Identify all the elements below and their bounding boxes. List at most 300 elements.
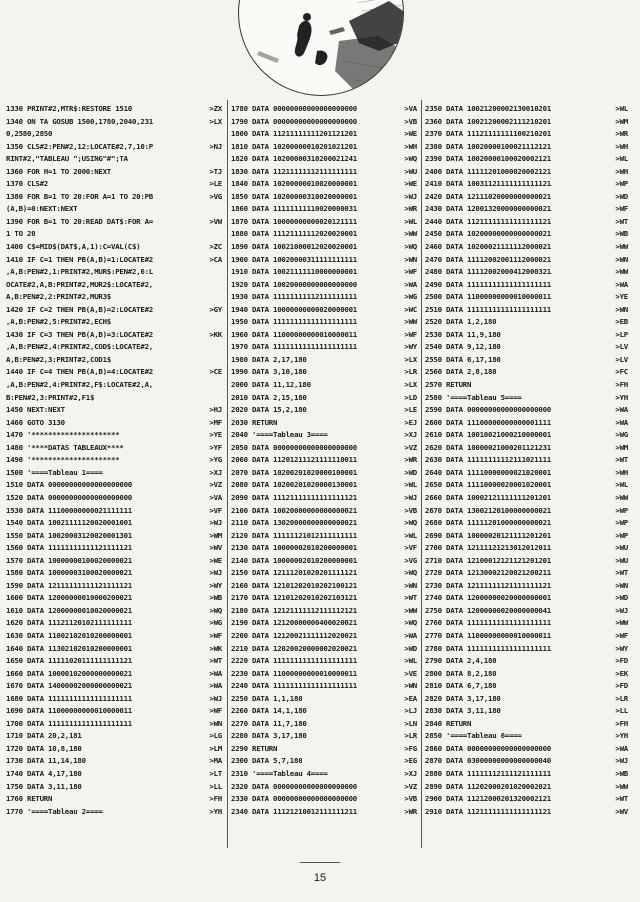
checksum: >WW: [615, 618, 628, 628]
code-text: 2250 DATA 1,1,180: [231, 693, 303, 703]
checksum: >WW: [404, 229, 417, 239]
code-line: [425, 404, 628, 417]
code-text: 1500 '====Tableau 1====: [6, 467, 103, 477]
checksum: >FC: [615, 367, 628, 377]
code-line: [425, 467, 628, 480]
checksum: >VB: [404, 116, 417, 126]
code-text: 2430 DATA 12001320000000000021: [425, 204, 551, 214]
code-line: [231, 479, 417, 492]
code-text: 1710 DATA 20,2,181: [6, 731, 82, 741]
code-line: [6, 153, 222, 166]
code-line: [425, 617, 628, 630]
code-text: 1730 DATA 11,14,180: [6, 756, 86, 766]
code-text: 1620 DATA 11121120102111111111: [6, 618, 132, 628]
checksum: >WD: [615, 593, 628, 603]
checksum: >LR: [615, 693, 628, 703]
code-line: [231, 592, 417, 605]
code-text: 2510 DATA 11111111111111111111: [425, 304, 551, 314]
code-text: 2720 DATA 12130002120021200211: [425, 568, 551, 578]
code-line: [6, 530, 222, 543]
code-line: [6, 379, 222, 392]
code-text: A,B:PEN#2,3:PRINT#2,COD1$: [6, 354, 111, 364]
listing-column-1: [6, 103, 222, 818]
code-text: 2340 DATA 11121210012111111211: [231, 806, 357, 816]
code-line: [231, 454, 417, 467]
code-text: 2220 DATA 11111111111111111111: [231, 656, 357, 666]
code-line: [231, 467, 417, 480]
code-line: [6, 316, 222, 329]
checksum: >EK: [615, 668, 628, 678]
code-text: 2290 RETURN: [231, 743, 278, 753]
code-line: [231, 668, 417, 681]
code-text: 0,2580,2850: [6, 129, 53, 139]
checksum: >YE: [615, 292, 628, 302]
code-text: 2530 DATA 11,9,180: [425, 329, 501, 339]
code-text: 2620 DATA 10000021000201121231: [425, 442, 551, 452]
code-line: [6, 693, 222, 706]
code-line: [231, 530, 417, 543]
checksum: >YG: [209, 455, 222, 465]
code-text: OCATE#2,A,B:PRINT#2,MUR2$:LOCATE#2,: [6, 279, 153, 289]
checksum: >WM: [209, 530, 222, 540]
checksum: >XJ: [209, 467, 222, 477]
checksum: >WY: [209, 580, 222, 590]
code-text: 2640 DATA 11110000000021020001: [425, 467, 551, 477]
code-text: 1370 CLS#2: [6, 179, 48, 189]
code-line: [6, 743, 222, 756]
code-text: 2090 DATA 11121111111111111121: [231, 492, 357, 502]
code-text: 1690 DATA 11000000000010000011: [6, 706, 132, 716]
code-text: 1650 DATA 11111020111111111121: [6, 656, 132, 666]
code-line: [231, 178, 417, 191]
checksum: >LR: [404, 367, 417, 377]
code-text: 1780 DATA 00000000000000000000: [231, 104, 357, 113]
code-line: [6, 429, 222, 442]
code-line: [6, 166, 222, 179]
code-text: 1570 DATA 10000000100020000021: [6, 555, 132, 565]
code-line: [6, 392, 222, 405]
code-line: [425, 141, 628, 154]
code-line: [425, 417, 628, 430]
checksum: >WF: [404, 329, 417, 339]
checksum: >WH: [615, 166, 628, 176]
checksum: >WW: [615, 492, 628, 502]
code-line: [231, 166, 417, 179]
code-line: [425, 366, 628, 379]
checksum: >WP: [615, 179, 628, 189]
code-line: [231, 228, 417, 241]
code-text: 1440 IF C=4 THEN PB(A,B)=4:LOCATE#2: [6, 367, 153, 377]
checksum: >WN: [615, 254, 628, 264]
code-line: [231, 316, 417, 329]
checksum: >WK: [209, 643, 222, 653]
code-line: [231, 442, 417, 455]
code-text: 2040 '====Tableau 3====: [231, 430, 328, 440]
code-line: [231, 492, 417, 505]
code-text: 1930 DATA 11111111112111111111: [231, 292, 357, 302]
code-text: B:PEN#2,3:PRINT#2,F1$: [6, 392, 95, 402]
checksum: >WQ: [404, 568, 417, 578]
code-line: [425, 567, 628, 580]
checksum: >WA: [615, 417, 628, 427]
checksum: >WJ: [404, 191, 417, 201]
code-text: 1890 DATA 10021000012020020001: [231, 242, 357, 252]
code-line: [425, 530, 628, 543]
code-line: [6, 580, 222, 593]
checksum: >LX: [209, 116, 222, 126]
checksum: >WR: [615, 129, 628, 139]
checksum: >WL: [404, 216, 417, 226]
code-line: [231, 191, 417, 204]
code-text: 2560 DATA 2,8,180: [425, 367, 497, 377]
code-text: 2780 DATA 11111111111111111111: [425, 643, 551, 653]
code-line: [231, 555, 417, 568]
code-text: 2270 DATA 11,7,180: [231, 718, 307, 728]
code-line: [6, 492, 222, 505]
code-line: [425, 128, 628, 141]
code-line: [425, 743, 628, 756]
code-line: [425, 203, 628, 216]
checksum: >WN: [209, 718, 222, 728]
code-text: 1340 ON TA GOSUB 1500,1780,2040,231: [6, 116, 153, 126]
code-text: 2750 DATA 12000000020000000041: [425, 605, 551, 615]
code-line: [6, 116, 222, 129]
code-text: 2330 DATA 00000000000000000000: [231, 794, 357, 804]
code-text: 2520 DATA 1,2,180: [425, 317, 497, 327]
checksum: >LM: [209, 743, 222, 753]
code-text: 1980 DATA 2,17,180: [231, 354, 307, 364]
checksum: >LN: [404, 718, 417, 728]
checksum: >WT: [209, 656, 222, 666]
code-text: 1 TO 20: [6, 229, 36, 239]
code-text: 2280 DATA 3,17,180: [231, 731, 307, 741]
checksum: >WA: [404, 279, 417, 289]
code-text: 2370 DATA 11121111111100210201: [425, 129, 551, 139]
code-text: 2380 DATA 10020000100021112121: [425, 141, 551, 151]
code-line: [231, 279, 417, 292]
code-text: 2880 DATA 11111112111121111111: [425, 768, 551, 778]
checksum: >WG: [615, 430, 628, 440]
code-text: 1510 DATA 00000000000000000000: [6, 480, 132, 490]
checksum: >WR: [404, 204, 417, 214]
checksum: >YH: [615, 731, 628, 741]
code-line: [231, 291, 417, 304]
checksum: >WD: [404, 643, 417, 653]
checksum: >WN: [404, 254, 417, 264]
code-text: 1970 DATA 11111111111111111111: [231, 342, 357, 352]
code-text: 1560 DATA 11111111111121111121: [6, 543, 132, 553]
code-text: 2490 DATA 11111111111111111111: [425, 279, 551, 289]
code-line: [425, 354, 628, 367]
code-text: 2570 RETURN: [425, 380, 472, 390]
checksum: >VW: [209, 216, 222, 226]
checksum: >WM: [615, 442, 628, 452]
code-text: 1450 NEXT:NEXT: [6, 405, 65, 415]
checksum: >WH: [615, 467, 628, 477]
code-text: 2320 DATA 00000000000000000000: [231, 781, 357, 791]
checksum: >LT: [209, 768, 222, 778]
code-line: [231, 655, 417, 668]
checksum: >WN: [615, 580, 628, 590]
code-text: A,B:PEN#2,2:PRINT#2,MUR3$: [6, 292, 111, 302]
code-line: [231, 366, 417, 379]
code-line: [425, 178, 628, 191]
code-text: 2630 DATA 11111111112111021111: [425, 455, 551, 465]
code-line: [231, 103, 417, 116]
code-text: 2860 DATA 00000000000000000000: [425, 743, 551, 753]
code-line: [6, 254, 222, 267]
checksum: >WM: [615, 116, 628, 126]
checksum: >VG: [404, 555, 417, 565]
checksum: >LR: [404, 731, 417, 741]
checksum: >WD: [615, 191, 628, 201]
checksum: >FH: [615, 718, 628, 728]
checksum: >VA: [404, 104, 417, 113]
code-text: 2910 DATA 11211111111111111121: [425, 806, 551, 816]
code-text: 2770 DATA 11000000000010000011: [425, 630, 551, 640]
checksum: >WB: [615, 229, 628, 239]
code-text: 2610 DATA 10010021000210000001: [425, 430, 551, 440]
code-text: (A,B)=0:NEXT:NEXT: [6, 204, 78, 214]
checksum: >LV: [615, 354, 628, 364]
code-text: 2540 DATA 9,12,180: [425, 342, 501, 352]
checksum: >WW: [615, 781, 628, 791]
checksum: >XJ: [404, 430, 417, 440]
checksum: >WQ: [404, 154, 417, 164]
checksum: >WJ: [615, 605, 628, 615]
code-text: 1590 DATA 12111111111121111121: [6, 580, 132, 590]
code-line: [6, 542, 222, 555]
code-text: 1740 DATA 4,17,180: [6, 768, 82, 778]
code-line: [6, 793, 222, 806]
checksum: >VF: [209, 505, 222, 515]
code-line: [231, 806, 417, 819]
code-text: 2400 DATA 11111201000020002121: [425, 166, 551, 176]
code-line: [231, 254, 417, 267]
code-text: 1470 '*********************: [6, 430, 120, 440]
code-line: [6, 203, 222, 216]
checksum: >VZ: [209, 480, 222, 490]
code-line: [231, 404, 417, 417]
code-text: 2030 RETURN: [231, 417, 278, 427]
code-text: 1790 DATA 00000000000000000000: [231, 116, 357, 126]
code-line: [425, 630, 628, 643]
code-text: 1830 DATA 11211111112111111111: [231, 166, 357, 176]
checksum: >WF: [209, 630, 222, 640]
code-line: [425, 254, 628, 267]
code-text: 2500 DATA 11000000000010000011: [425, 292, 551, 302]
code-text: 2900 DATA 11212000201320002121: [425, 794, 551, 804]
code-line: [6, 605, 222, 618]
code-line: [425, 266, 628, 279]
checksum: >WY: [404, 342, 417, 352]
checksum: >LX: [404, 354, 417, 364]
code-line: [6, 279, 222, 292]
code-text: 2210 DATA 12020020000002020021: [231, 643, 357, 653]
checksum: >WC: [404, 304, 417, 314]
code-line: [425, 329, 628, 342]
code-text: 2460 DATA 10200021111112000021: [425, 242, 551, 252]
code-text: 1950 DATA 11111111111111111111: [231, 317, 357, 327]
checksum: >VF: [404, 543, 417, 553]
code-text: 1520 DATA 00000000000000000000: [6, 492, 132, 502]
code-line: [231, 266, 417, 279]
code-line: [6, 479, 222, 492]
code-line: [425, 291, 628, 304]
code-line: [425, 341, 628, 354]
code-text: 1720 DATA 10,8,180: [6, 743, 82, 753]
code-text: 1760 RETURN: [6, 794, 53, 804]
code-text: 2760 DATA 11111111111111111111: [425, 618, 551, 628]
checksum: >FH: [209, 794, 222, 804]
code-line: [6, 141, 222, 154]
code-text: 2710 DATA 12100012121121201201: [425, 555, 551, 565]
checksum: >ZX: [209, 104, 222, 113]
code-line: [231, 743, 417, 756]
code-line: [231, 718, 417, 731]
code-line: [231, 505, 417, 518]
checksum: >CE: [209, 367, 222, 377]
code-line: [6, 128, 222, 141]
code-line: [6, 191, 222, 204]
checksum: >WQ: [209, 605, 222, 615]
checksum: >VA: [209, 492, 222, 502]
code-text: 2580 '====Tableau 5====: [425, 392, 522, 402]
checksum: >WJ: [209, 518, 222, 528]
code-text: 1940 DATA 10000000000020000001: [231, 304, 357, 314]
code-text: 2150 DATA 12111201020201111121: [231, 568, 357, 578]
code-text: 2670 DATA 13002120100000000021: [425, 505, 551, 515]
code-text: 2730 DATA 12111111121111111121: [425, 580, 551, 590]
checksum: >FH: [615, 380, 628, 390]
code-line: [231, 705, 417, 718]
code-line: [6, 668, 222, 681]
code-text: 1990 DATA 3,10,180: [231, 367, 307, 377]
code-line: [425, 517, 628, 530]
checksum: >WV: [209, 543, 222, 553]
code-text: 1410 IF C=1 THEN PB(A,B)=1:LOCATE#2: [6, 254, 153, 264]
code-text: 1850 DATA 10200000310020000001: [231, 191, 357, 201]
code-text: 2830 DATA 3,11,180: [425, 706, 501, 716]
code-text: 2650 DATA 11110000020001020001: [425, 480, 551, 490]
code-line: [231, 329, 417, 342]
column-divider: [227, 100, 228, 848]
code-line: [231, 680, 417, 693]
code-text: 1630 DATA 11002102010200000001: [6, 630, 132, 640]
code-line: [425, 191, 628, 204]
code-text: 1800 DATA 11211111111201121201: [231, 129, 357, 139]
code-line: [425, 555, 628, 568]
listing-column-3: [425, 103, 628, 818]
code-line: [231, 793, 417, 806]
code-line: [6, 442, 222, 455]
code-line: [425, 668, 628, 681]
code-line: [425, 806, 628, 819]
code-line: [231, 116, 417, 129]
checksum: >WP: [615, 530, 628, 540]
checksum: >WQ: [404, 242, 417, 252]
code-text: 2360 DATA 10021200002111210201: [425, 116, 551, 126]
checksum: >WW: [615, 242, 628, 252]
checksum: >WJ: [404, 492, 417, 502]
code-text: 2470 DATA 11112002001112000021: [425, 254, 551, 264]
code-text: 1750 DATA 3,11,180: [6, 781, 82, 791]
code-text: 2740 DATA 12000000020000000001: [425, 593, 551, 603]
code-text: 2680 DATA 11111201000000000021: [425, 518, 551, 528]
code-line: [6, 291, 222, 304]
code-line: [6, 680, 222, 693]
code-text: 2020 DATA 15,2,180: [231, 405, 307, 415]
checksum: >WF: [209, 706, 222, 716]
code-text: 1840 DATA 10200000010020000001: [231, 179, 357, 189]
code-text: 2240 DATA 11111111111111111111: [231, 681, 357, 691]
code-line: [425, 793, 628, 806]
checksum: >WR: [404, 455, 417, 465]
code-line: [425, 279, 628, 292]
checksum: >TJ: [209, 166, 222, 176]
checksum: >WA: [615, 279, 628, 289]
checksum: >WT: [404, 593, 417, 603]
code-text: 2410 DATA 10031121111111111121: [425, 179, 551, 189]
code-line: [6, 617, 222, 630]
code-line: [6, 630, 222, 643]
code-line: [425, 379, 628, 392]
code-text: 2000 DATA 11,12,180: [231, 380, 311, 390]
checksum: >WU: [615, 543, 628, 553]
code-line: [231, 216, 417, 229]
code-line: [425, 116, 628, 129]
code-text: 1600 DATA 12000000010000200021: [6, 593, 132, 603]
code-text: 2440 DATA 11211111111111111121: [425, 216, 551, 226]
code-line: [231, 693, 417, 706]
checksum: >WJ: [209, 693, 222, 703]
checksum: >NJ: [209, 141, 222, 151]
code-line: [6, 655, 222, 668]
code-text: 2450 DATA 10200000000000000021: [425, 229, 551, 239]
code-text: 1680 DATA 11111111111111111111: [6, 693, 132, 703]
code-line: [425, 592, 628, 605]
checksum: >MF: [209, 417, 222, 427]
code-text: 2060 DATA 11201211121111110011: [231, 455, 357, 465]
code-text: 1660 DATA 10000102000000000021: [6, 668, 132, 678]
checksum: >WN: [615, 304, 628, 314]
code-line: [231, 643, 417, 656]
code-line: [231, 141, 417, 154]
code-line: [6, 329, 222, 342]
code-text: 2890 DATA 11202000201020002021: [425, 781, 551, 791]
code-text: 2700 DATA 12111121213012012011: [425, 543, 551, 553]
code-line: [6, 341, 222, 354]
code-line: [231, 429, 417, 442]
checksum: >WA: [209, 668, 222, 678]
code-text: 1550 DATA 10020003120020001301: [6, 530, 132, 540]
code-line: [425, 166, 628, 179]
checksum: >WU: [615, 555, 628, 565]
checksum: >MA: [209, 756, 222, 766]
checksum: >VZ: [404, 781, 417, 791]
code-text: 2590 DATA 00000000000000000000: [425, 405, 551, 415]
code-text: 2420 DATA 12111020000000000021: [425, 191, 551, 201]
checksum: >WG: [404, 292, 417, 302]
checksum: >WY: [615, 643, 628, 653]
code-line: [6, 354, 222, 367]
code-line: [6, 216, 222, 229]
code-text: 1330 PRINT#2,MTR$:RESTORE 1510: [6, 104, 132, 113]
column-divider: [421, 100, 422, 848]
code-text: 2310 '====Tableau 4====: [231, 768, 328, 778]
checksum: >LE: [209, 179, 222, 189]
code-line: [425, 228, 628, 241]
